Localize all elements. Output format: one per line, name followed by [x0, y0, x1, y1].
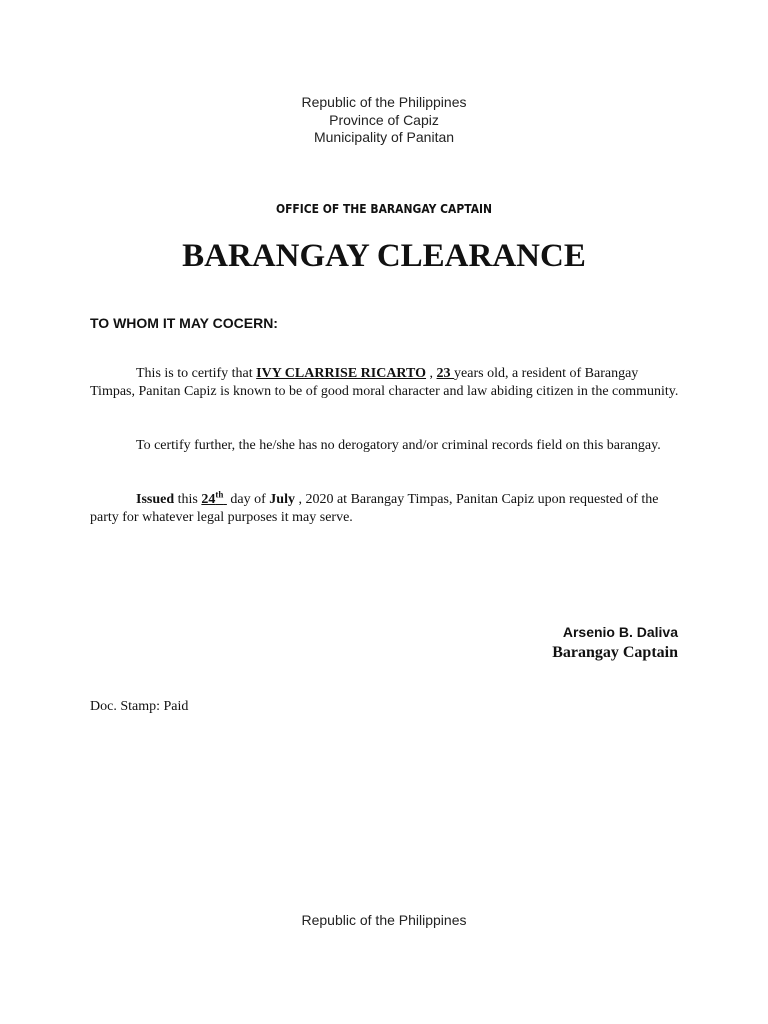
issued-month: July — [269, 492, 295, 507]
records-paragraph — [90, 437, 680, 455]
signer-title: Barangay Captain — [552, 644, 678, 661]
salutation: TO WHOM IT MAY COCERN: — [90, 315, 278, 331]
issued-day — [201, 489, 227, 507]
p1-prefix: This is to certify that — [136, 366, 257, 381]
p3-this: this — [174, 492, 202, 507]
certification-paragraph — [90, 365, 680, 401]
doc-stamp: Doc. Stamp: Paid — [90, 699, 189, 714]
issued-day-number: 24 — [201, 492, 216, 507]
header-province: Province of Capiz — [329, 111, 439, 128]
p3-day-of: day of — [226, 492, 270, 507]
p3-rest: , 2020 at Barangay Timpas, Panitan Capiz upon requested of the party for whatever legal purposes it may serve. — [90, 492, 659, 525]
p1-rest: years old, a resident of Barangay Timpas, Panitan Capiz is known to be of good moral character and law abiding citizen in the community. — [90, 366, 679, 399]
p1-sep: , — [426, 366, 437, 381]
next-page-header: Republic of the Philippines — [301, 912, 467, 928]
p2-text: To certify further, the he/she has no derogatory and/or criminal records field on this barangay. — [136, 438, 661, 453]
document-header — [0, 94, 768, 147]
issued-day-suffix: th — [215, 489, 224, 500]
issued-label: Issued — [136, 492, 175, 507]
resident-age: 23 — [436, 366, 455, 381]
header-municipality: Municipality of Panitan — [313, 129, 455, 145]
issued-paragraph — [90, 491, 680, 527]
signer-name: Arsenio B. Daliva — [562, 624, 678, 640]
office-heading: OFFICE OF THE BARANGAY CAPTAIN — [275, 201, 493, 216]
page-title: BARANGAY CLEARANCE — [182, 238, 586, 274]
header-republic: Republic of the Philippines — [301, 94, 467, 110]
resident-name: IVY CLARRISE RICARTO — [256, 366, 427, 381]
